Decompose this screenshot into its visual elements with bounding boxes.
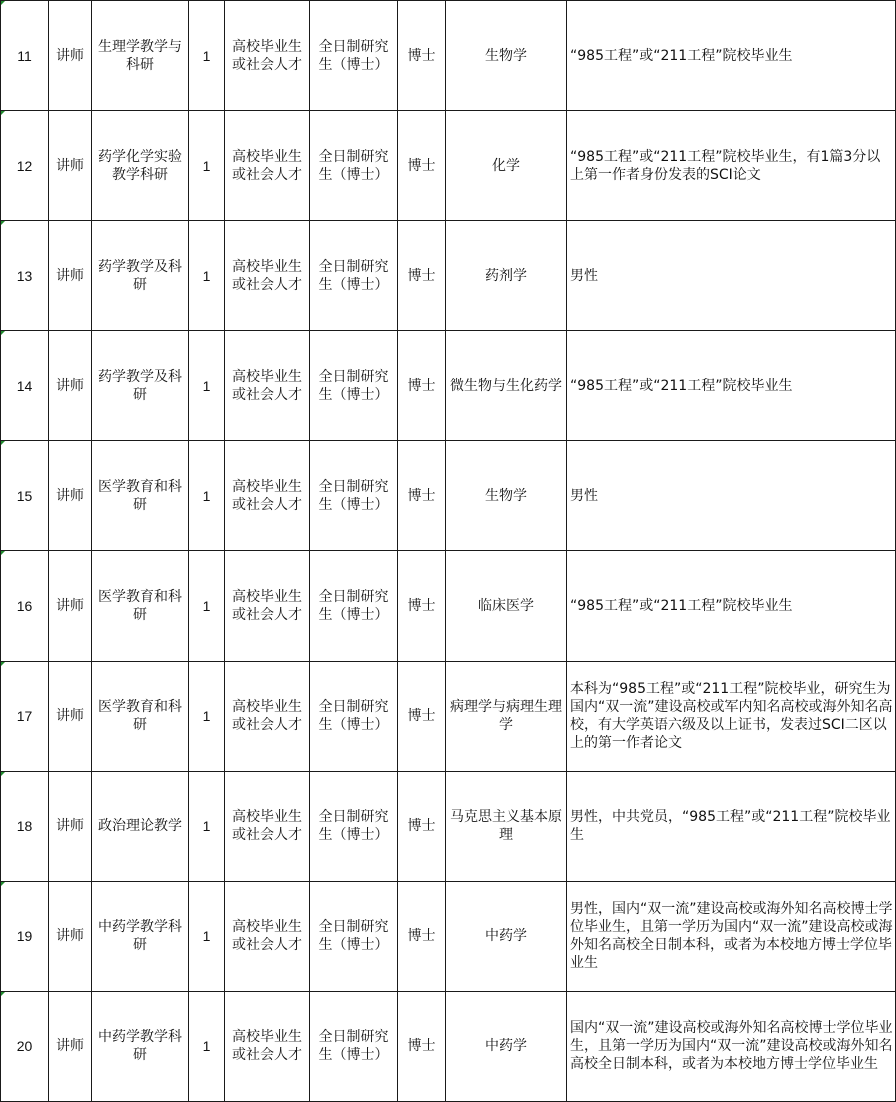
cell-title: 讲师: [49, 1, 92, 111]
cell-education: 全日制研究生（博士）: [310, 1, 398, 111]
cell-title: 讲师: [49, 661, 92, 771]
cell-title: 讲师: [49, 991, 92, 1101]
cell-major: 马克思主义基本原理: [446, 771, 567, 881]
cell-marker-icon: [1, 1, 5, 5]
cell-position: 政治理论教学: [92, 771, 189, 881]
cell-no: 11: [1, 1, 49, 111]
cell-degree: 博士: [398, 771, 446, 881]
cell-marker-icon: [1, 551, 5, 555]
cell-requirements: 男性，国内“双一流”建设高校或海外知名高校博士学位毕业生，且第一学历为国内“双一流”建设高校或海外知名高校全日制本科，或者为本校地方博士学位毕业生: [567, 881, 896, 991]
cell-requirements: “985工程”或“211工程”院校毕业生: [567, 331, 896, 441]
cell-count: 1: [189, 771, 225, 881]
cell-count: 1: [189, 661, 225, 771]
cell-count: 1: [189, 221, 225, 331]
cell-no: 19: [1, 881, 49, 991]
cell-no: 17: [1, 661, 49, 771]
cell-source: 高校毕业生或社会人才: [225, 111, 310, 221]
cell-major: 生物学: [446, 441, 567, 551]
cell-count: 1: [189, 881, 225, 991]
cell-position: 医学教育和科研: [92, 661, 189, 771]
cell-count: 1: [189, 441, 225, 551]
cell-position: 药学教学及科研: [92, 331, 189, 441]
cell-position: 生理学教学与科研: [92, 1, 189, 111]
cell-count: 1: [189, 1, 225, 111]
cell-source: 高校毕业生或社会人才: [225, 1, 310, 111]
cell-source: 高校毕业生或社会人才: [225, 661, 310, 771]
cell-count: 1: [189, 991, 225, 1101]
cell-title: 讲师: [49, 111, 92, 221]
cell-major: 生物学: [446, 1, 567, 111]
table-row: [1, 331, 896, 441]
cell-no: 12: [1, 111, 49, 221]
table-row: [1, 771, 896, 881]
cell-education: 全日制研究生（博士）: [310, 551, 398, 661]
cell-source: 高校毕业生或社会人才: [225, 331, 310, 441]
cell-no: 16: [1, 551, 49, 661]
cell-degree: 博士: [398, 331, 446, 441]
cell-title: 讲师: [49, 221, 92, 331]
cell-source: 高校毕业生或社会人才: [225, 991, 310, 1101]
cell-education: 全日制研究生（博士）: [310, 221, 398, 331]
cell-education: 全日制研究生（博士）: [310, 991, 398, 1101]
cell-requirements: 本科为“985工程”或“211工程”院校毕业，研究生为国内“双一流”建设高校或军内知名高校或海外知名高校，有大学英语六级及以上证书，发表过SCI二区以上的第一作者论文: [567, 661, 896, 771]
cell-education: 全日制研究生（博士）: [310, 881, 398, 991]
cell-no: 14: [1, 331, 49, 441]
cell-position: 中药学教学科研: [92, 991, 189, 1101]
cell-education: 全日制研究生（博士）: [310, 771, 398, 881]
cell-degree: 博士: [398, 1, 446, 111]
cell-requirements: “985工程”或“211工程”院校毕业生: [567, 1, 896, 111]
cell-requirements: 男性: [567, 221, 896, 331]
cell-source: 高校毕业生或社会人才: [225, 551, 310, 661]
cell-source: 高校毕业生或社会人才: [225, 881, 310, 991]
cell-count: 1: [189, 111, 225, 221]
table-row: [1, 551, 896, 661]
cell-title: 讲师: [49, 771, 92, 881]
cell-marker-icon: [1, 221, 5, 225]
cell-major: 化学: [446, 111, 567, 221]
cell-position: 药学化学实验教学科研: [92, 111, 189, 221]
cell-title: 讲师: [49, 881, 92, 991]
cell-requirements: 男性，中共党员，“985工程”或“211工程”院校毕业生: [567, 771, 896, 881]
cell-degree: 博士: [398, 991, 446, 1101]
cell-requirements: “985工程”或“211工程”院校毕业生: [567, 551, 896, 661]
cell-education: 全日制研究生（博士）: [310, 111, 398, 221]
cell-no: 20: [1, 991, 49, 1101]
cell-major: 临床医学: [446, 551, 567, 661]
cell-position: 医学教育和科研: [92, 551, 189, 661]
cell-requirements: “985工程”或“211工程”院校毕业生，有1篇3分以上第一作者身份发表的SCI论文: [567, 111, 896, 221]
cell-degree: 博士: [398, 221, 446, 331]
cell-title: 讲师: [49, 551, 92, 661]
cell-marker-icon: [1, 662, 5, 666]
cell-major: 病理学与病理生理学: [446, 661, 567, 771]
cell-no: 15: [1, 441, 49, 551]
cell-degree: 博士: [398, 551, 446, 661]
cell-degree: 博士: [398, 881, 446, 991]
cell-education: 全日制研究生（博士）: [310, 441, 398, 551]
cell-count: 1: [189, 551, 225, 661]
cell-requirements: 男性: [567, 441, 896, 551]
cell-degree: 博士: [398, 441, 446, 551]
cell-position: 中药学教学科研: [92, 881, 189, 991]
cell-marker-icon: [1, 882, 5, 886]
cell-source: 高校毕业生或社会人才: [225, 441, 310, 551]
cell-education: 全日制研究生（博士）: [310, 331, 398, 441]
cell-position: 药学教学及科研: [92, 221, 189, 331]
cell-degree: 博士: [398, 661, 446, 771]
cell-marker-icon: [1, 772, 5, 776]
cell-requirements: 国内“双一流”建设高校或海外知名高校博士学位毕业生，且第一学历为国内“双一流”建设高校或海外知名高校全日制本科，或者为本校地方博士学位毕业生: [567, 991, 896, 1101]
cell-degree: 博士: [398, 111, 446, 221]
cell-count: 1: [189, 331, 225, 441]
cell-major: 微生物与生化药学: [446, 331, 567, 441]
table-body: [1, 1, 896, 1102]
table-row: [1, 881, 896, 991]
cell-source: 高校毕业生或社会人才: [225, 771, 310, 881]
table-row: [1, 1, 896, 111]
cell-title: 讲师: [49, 331, 92, 441]
cell-no: 13: [1, 221, 49, 331]
cell-marker-icon: [1, 441, 5, 445]
cell-source: 高校毕业生或社会人才: [225, 221, 310, 331]
table-row: [1, 111, 896, 221]
cell-major: 药剂学: [446, 221, 567, 331]
cell-marker-icon: [1, 992, 5, 996]
cell-position: 医学教育和科研: [92, 441, 189, 551]
table-row: [1, 991, 896, 1101]
cell-marker-icon: [1, 331, 5, 335]
cell-marker-icon: [1, 111, 5, 115]
cell-no: 18: [1, 771, 49, 881]
cell-title: 讲师: [49, 441, 92, 551]
table-row: [1, 661, 896, 771]
table-row: [1, 441, 896, 551]
cell-major: 中药学: [446, 881, 567, 991]
cell-education: 全日制研究生（博士）: [310, 661, 398, 771]
cell-major: 中药学: [446, 991, 567, 1101]
table-row: [1, 221, 896, 331]
